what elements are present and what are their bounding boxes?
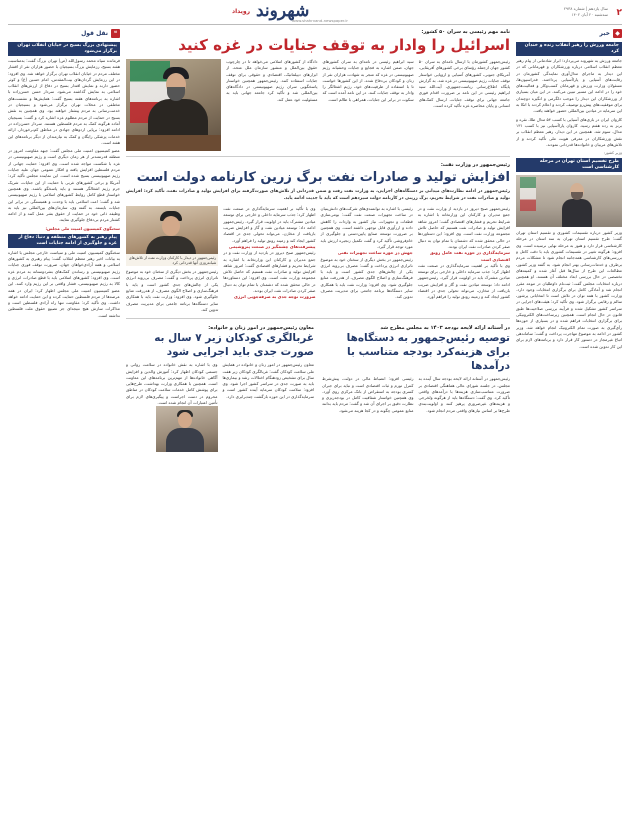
right-column bbox=[516, 28, 622, 812]
vice-president-photo bbox=[156, 406, 218, 452]
oil-story-col-1b: وی با تأکید بر اهمیت سرمایه‌گذاری در صنعت نفت اظهار کرد: جذب سرمایه داخلی و خارجی برای توسعه میادین مشترک باید در اولویت قرار گیرد. رئیس‌جمهور ادامه داد: توسعه میادین نفت و گاز و افزایش ضریب بازیافت از مخازن، می‌تواند تحولی جدی در اقتصاد کشور ایجاد کند و زمینه رونق تولید را فراهم آورد. bbox=[417, 262, 510, 300]
quote-section-label: نقل قول bbox=[81, 30, 108, 37]
budget-story bbox=[322, 324, 510, 452]
issue-line: سال یازدهم | شماره ۲۹۳۸ bbox=[563, 6, 608, 11]
right-headline-2: طرح تقسیم استان تهران در مرحله کارشناسی است bbox=[516, 158, 622, 172]
issue-info bbox=[564, 6, 608, 18]
left-text-1: فرمانده سپاه محمد رسول‌الله (ص) تهران بزرگ گفت: به‌مناسبت هفته بسیج، رزمایش بزرگ بسیجیان با حضور هزاران نفر از اقشار مختلف مردم در خیابان انقلاب تهران برگزار خواهد شد. وی افزود: در این رزمایش گردان‌های بیت‌المقدس، امام حسین (ع) و کوثر حضور دارند و نمایش اقتدار بسیج در دفاع از ارزش‌های انقلاب اسلامی به نمایش گذاشته می‌شود. سردار حسن حسن‌زاده با اشاره به برنامه‌های هفته بسیج گفت: همایش‌ها و نشست‌های مختلفی در محلات تهران برگزار می‌شود و بسیجیان در خدمت‌رسانی به مردم پیشتاز خواهند بود. وی همچنین به نقش بسیج در حمایت از مردم مظلوم غزه اشاره کرد و گفت: بسیجیان آماده هرگونه کمک به مردم فلسطین هستند. سردار حسن‌زاده در ادامه افزود: برپایی اردوهای جهادی در مناطق کم‌برخوردار، ارائه خدمات پزشکی رایگان و کمک به نیازمندان از دیگر برنامه‌های این هفته است. bbox=[8, 58, 120, 145]
top-story bbox=[126, 29, 510, 151]
oil-story bbox=[126, 162, 510, 313]
children-story-col-2: وی با اشاره به نقش خانواده در سلامت روانی و جسمی کودکان اظهار کرد: آموزش والدین و افزایش آگاهی خانواده‌ها از مهم‌ترین برنامه‌های این معاونت است. همچنین با همکاری وزارت بهداشت، طرح‌هایی برای پوشش کامل خدمات سلامت کودکان در مناطق محروم در دست اجراست و پیگیری‌های لازم برای تأمین اعتبارات آن انجام شده است. bbox=[126, 362, 218, 406]
oil-story-col-3: وی با تأکید بر اهمیت سرمایه‌گذاری در صنعت نفت اظهار کرد: جذب سرمایه داخلی و خارجی برای توسعه میادین مشترک باید در اولویت قرار گیرد. رئیس‌جمهور ادامه داد: توسعه میادین نفت و گاز و افزایش ضریب بازیافت از مخازن، می‌تواند تحولی جدی در اقتصاد کشور ایجاد کند و زمینه رونق تولید را فراهم آورد. bbox=[223, 206, 316, 243]
children-story-headline: غربالگری کودکان زیر ۷ سال به صورت جدی باید اجرایی شود bbox=[154, 332, 314, 359]
children-story bbox=[126, 324, 314, 452]
left-headline-2: پیام رهبر به کشورهای منطقه و دنیا: دفاع از غزه و جلوگیری از ادامه جنایات است bbox=[8, 234, 120, 248]
budget-story-kicker: در آستانه ارائه لایحه بودجه ۱۴۰۳ به مجلس مطرح شد bbox=[380, 325, 510, 332]
oil-story-col-2: رئیسی با اشاره به توانمندی‌های شرکت‌های دانش‌بنیان در ساخت تجهیزات صنعت نفت گفت: بومی‌سازی قطعات و تجهیزات، نیاز کشور به واردات را کاهش داده و ارزآوری قابل توجهی داشته است. وی همچنین بر ضرورت توسعه صنایع پایین‌دستی و جلوگیری از خام‌فروشی تأکید کرد و گفت تکمیل زنجیره ارزش باید مورد توجه قرار گیرد. bbox=[320, 206, 413, 249]
top-story-col-2: سید ابراهیم رئیسی در نامه‌ای به سران کشورهای جهان، ضمن اشاره به فجایع و جنایات وحشیانه رژیم صهیونیستی در غزه که منجر به شهادت هزاران نفر از زنان و کودکان بی‌دفاع شده، از این کشورها خواست تا با استفاده از ظرفیت‌های خود، رژیم اشغالگر را وادار به توقف جنایات کنند. در این نامه آمده است که سکوت در برابر این جنایات، همراهی با ظالم است. bbox=[322, 59, 414, 102]
oil-story-col-3b: رئیس‌جمهور صبح دیروز در بازدید از وزارت نفت و در جمع مدیران و کارکنان این وزارتخانه با اشاره به شرایط تحریم و فشارهای اقتصادی گفت: امروز شاهد افزایش تولید و صادرات نفت هستیم که حاصل تلاش مجموعه وزارت نفت است. وی افزود: این دستاوردها در حالی محقق شده که دشمنان با تمام توان به دنبال صفر کردن صادرات نفت ایران بودند. bbox=[223, 250, 316, 294]
section-divider bbox=[126, 156, 510, 157]
budget-story-headline: توصیه رئیس‌جمهور به دستگاه‌ها برای هزینه‌کرد بودجه متناسب با درآمدها bbox=[346, 332, 510, 373]
main-column bbox=[126, 28, 510, 812]
header-divider bbox=[8, 24, 622, 25]
logo-prefix: رویداد bbox=[232, 8, 251, 15]
top-story-col-3: دادگاه از کشورهای اسلامی می‌خواهد تا در چارچوب حقوق بین‌الملل و منشور سازمان ملل متحد، از ابزارهای دیپلماتیک، اقتصادی و حقوقی برای توقف جنایات استفاده کنند. رئیس‌جمهور همچنین خواستار پاسخگویی سران رژیم صهیونیستی در دادگاه‌های بین‌المللی شد و تأکید کرد جامعه جهانی باید به مسئولیت خود عمل کند. bbox=[226, 59, 318, 102]
president-writing-photo bbox=[126, 59, 221, 151]
logo-url: www.shahrvand-newspaper.ir bbox=[292, 18, 348, 23]
news-section-tab bbox=[516, 28, 622, 39]
left-column bbox=[8, 28, 120, 812]
section-divider-2 bbox=[126, 318, 510, 319]
oil-story-col-2b: رئیس‌جمهور در بخش دیگری از سخنان خود به موضوع ناترازی انرژی پرداخت و گفت: مصرف بی‌رویه انرژی یکی از چالش‌های جدی کشور است و باید با فرهنگ‌سازی و اصلاح الگوی مصرف، از هدررفت منابع جلوگیری شود. وی افزود: وزارت نفت باید با همکاری سایر دستگاه‌ها برنامه جامعی برای مدیریت مصرف تدوین کند. bbox=[320, 256, 413, 300]
oil-subhead-2: جهش در حوزه ساخت تجهیزات نفتی bbox=[337, 250, 413, 256]
oil-subhead-3: پیشرفت‌های چشمگیر در صنعت پتروشیمی bbox=[228, 243, 316, 249]
news-section-label: خبر bbox=[599, 30, 610, 37]
oil-ministry-photo bbox=[126, 206, 218, 266]
oil-subhead-1: سرمایه‌گذاری در حوزه نفت عامل رونق اقتصادی است bbox=[429, 250, 510, 262]
quote-icon: ❝ bbox=[111, 29, 120, 38]
right-source: وزیر کشور: bbox=[603, 150, 622, 156]
oil-photo-caption: رئیس‌جمهور در دیدار با کارکنان وزارت نفت از تلاش‌های شبانه‌روزی آنها قدردانی کرد bbox=[126, 254, 218, 266]
oil-story-col-4: رئیس‌جمهور در بخش دیگری از سخنان خود به موضوع ناترازی انرژی پرداخت و گفت: مصرف بی‌رویه انرژی یکی از چالش‌های جدی کشور است و باید با فرهنگ‌سازی و اصلاح الگوی مصرف، از هدررفت منابع جلوگیری شود. وی افزود: وزارت نفت باید با همکاری سایر دستگاه‌ها برنامه جامعی برای مدیریت مصرف تدوین کند. bbox=[126, 269, 219, 312]
right-text-1: جامعه ورزش به شهروند می‌پردازد؛ ابراز شادمانی از پیام رهبر معظم انقلاب اسلامی درباره ورزشکاران و قهرمانانی که در این دیدار به ماجرای مدال‌آوری نمایندگی کشورمان در رقابت‌های آسیایی و پاراآسیایی پرداختند. فدراسیون‌ها، مسئولان وزارت ورزش و قهرمانان کسب‌وکار و فعالیت‌های خود را در ادامه این مسیر تبیین می‌کنند. در این میان بسیاری از ورزشکاران این دیدار را موجب دلگرمی و انگیزه دوچندان برای موفقیت‌های پیش‌رو توصیف کردند و اعلام کردند با اتکا به این سرمایه در میادین بین‌المللی حضور خواهند یافت. bbox=[516, 58, 622, 114]
page-header bbox=[0, 0, 630, 26]
children-story-col-1: معاون رئیس‌جمهور در امور زنان و خانواده در همایش ملی سلامت کودکان گفت: غربالگری کودکان زیر هفت سال برای تشخیص زودهنگام اختلالات رشد و بیماری‌ها باید به صورت جدی در سراسر کشور اجرا شود. وی افزود: سلامت کودکان سرمایه آینده کشور است و سرمایه‌گذاری در این حوزه بازگشت چندبرابری دارد. bbox=[222, 362, 314, 399]
oil-story-lead: رئیس‌جمهور در ادامه نظارت‌های میدانی بر دستگاه‌های اجرایی، به وزارت نفت رفت و ضمن قدردانی از تلاش‌های صورت‌گرفته برای افزایش تولید و صادرات نفت، تأکید کرد: افزایش تولید و صادرات نفت در شرایط تحریم، برگ زرینی در کارنامه دولت سیزدهم است که باید با جدیت ادامه یابد. bbox=[126, 189, 510, 201]
page-number: ۲ bbox=[616, 8, 622, 18]
news-icon: ◆ bbox=[613, 29, 622, 38]
top-story-col-1: رئیس‌جمهور کشورمان با ارسال نامه‌ای به سران ۵۰ کشور جهان ازجمله رؤسای برخی کشورهای آفریقایی، آمریکای جنوبی، کشورهای آسیایی و اروپایی خواستار توقف جنایات رژیم صهیونیستی در غزه شد. به گزارش پایگاه اطلاع‌رسانی ریاست‌جمهوری، آیت‌الله سید ابراهیم رئیسی در این نامه بر ضرورت اقدام فوری جامعه جهانی برای توقف جنایات، ارسال کمک‌های انسانی و پایان محاصره غزه تأکید کرده است. bbox=[418, 59, 510, 109]
oil-story-kicker: رئیس‌جمهور در وزارت نفت: bbox=[440, 162, 510, 168]
top-story-kicker: نامه مهم رئیسی به سران ۵۰ کشور: bbox=[421, 29, 510, 35]
logo-main: شهروند bbox=[256, 1, 310, 21]
budget-story-col-2: رئیسی افزود: انضباط مالی در دولت، پیش‌شرط کنترل تورم و ثبات اقتصادی است و نباید برای جبران کسری بودجه به استقراض از بانک مرکزی روی آورد. وی همچنین خواستار شفافیت کامل در بودجه‌ریزی و نظارت دقیق بر اجرای آن شد و گفت: مردم باید بدانند منابع عمومی چگونه و در کجا هزینه می‌شود. bbox=[322, 376, 414, 413]
quote-section-tab bbox=[8, 28, 120, 39]
oil-subhead-4: ضرورت توجه جدی به صرفه‌جویی انرژی bbox=[233, 294, 316, 300]
right-text-3: وزیر کشور درباره تقسیمات کشوری و تقسیم استان تهران گفت: طرح تقسیم استان تهران به سه استان در مرحله کارشناسی قرار دارد و هنوز به مرحله نهایی نرسیده است. وی افزود: هرگونه تغییر در تقسیمات کشوری باید با دقت کامل و بررسی‌های کارشناسی همه‌جانبه انجام شود تا مشکلات مردم برطرف و خدمات‌رسانی بهتر انجام شود. به گفته وزیر کشور، مطالعات این طرح از سال‌ها قبل آغاز شده و کمیته‌های تخصصی در حال بررسی ابعاد مختلف آن هستند. او همچنین درباره انتخابات مجلس گفت: ثبت‌نام داوطلبان در موعد مقرر انجام شد و آمادگی کامل برای برگزاری انتخابات وجود دارد. وزارت کشور با همه توان در تلاش است تا انتخاباتی پرشور، سالم و رقابتی برگزار شود. وی تأکید کرد: هیئت‌های اجرایی در سراسر کشور تشکیل شده و فرآیند بررسی صلاحیت‌ها طبق قانون در حال انجام است. همچنین زیرساخت‌های الکترونیکی برای برگزاری انتخابات فراهم شده و در بسیاری از حوزه‌ها رأی‌گیری به صورت تمام الکترونیک انجام خواهد شد. وزیر کشور در ادامه به موضوع مهاجرت پرداخت و گفت: ساماندهی اتباع غیرمجاز در دستور کار قرار دارد و برنامه‌های لازم برای این کار تدوین شده است. bbox=[516, 230, 622, 349]
top-story-headline: اسرائیل را وادار به توقف جنایات در غزه کنید bbox=[178, 36, 510, 54]
left-headline-1: پیشنهادی بزرگ بسیج در خیابان انقلاب تهران برگزار می‌شود bbox=[8, 42, 120, 56]
bottom-stories bbox=[126, 324, 510, 452]
oil-story-headline: افزایش تولید و صادرات نفت برگ زرین کارنامه دولت است bbox=[136, 170, 510, 185]
children-story-kicker: معاون رئیس‌جمهور در امور زنان و خانواده: bbox=[208, 325, 314, 332]
right-headline-1: جامعه ورزش را رهبر انقلاب زنده و خندان کرد bbox=[516, 42, 622, 56]
newspaper-logo bbox=[232, 1, 392, 23]
oil-story-col-1: رئیس‌جمهور صبح دیروز در بازدید از وزارت نفت و در جمع مدیران و کارکنان این وزارتخانه با اشاره به شرایط تحریم و فشارهای اقتصادی گفت: امروز شاهد افزایش تولید و صادرات نفت هستیم که حاصل تلاش مجموعه وزارت نفت است. وی افزود: این دستاوردها در حالی محقق شده که دشمنان با تمام توان به دنبال صفر کردن صادرات نفت ایران بودند. bbox=[417, 206, 510, 249]
budget-story-col-1: رئیس‌جمهور در آستانه ارائه لایحه بودجه سال آینده به مجلس، در جلسه شورای عالی هماهنگی اقتصادی بر ضرورت متناسب‌سازی هزینه‌ها با درآمدهای واقعی تأکید کرد. وی گفت: دستگاه‌ها باید از هرگونه ولخرجی و هزینه‌های غیرضروری پرهیز کنند و اولویت‌بندی طرح‌ها بر اساس نیازهای واقعی مردم انجام شود. bbox=[418, 376, 510, 413]
right-text-2: کاروان ایران در بازی‌های آسیایی با کسب ۵۴ مدال طلا، نقره و برنز به رده هفتم رسید. کاروان پاراآسیایی نیز با کسب ۱۳۱ مدال، سوم شد. همچنین در این دیدار، رهبر معظم انقلاب بر نقش ورزشکاران در معرفی هویت ملی تأکید کردند و از تلاش‌های مربیان و خانواده‌ها قدردانی نمودند. bbox=[516, 116, 622, 147]
date-line: سه‌شنبه ۲۰ آبان ۱۴۰۲ bbox=[571, 12, 608, 17]
left-text-2: عضو کمیسیون امنیت ملی مجلس گفت: جبهه مقاومت امروز در منطقه قدرتمندتر از هر زمان دیگری است و رژیم صهیونیستی در غزه با شکست مواجه شده است. وی افزود: حمایت جهانی از مردم فلسطین افزایش یافته و افکار عمومی جهان علیه جنایات رژیم صهیونیستی بسیج شده است. این نماینده مجلس تأکید کرد: آمریکا و برخی کشورهای غربی با حمایت از این جنایات، شریک جرم رژیم اشغالگر هستند و باید پاسخگو باشند. وی همچنین خواستار قطع کامل روابط کشورهای اسلامی با رژیم صهیونیستی شد و گفت: امت اسلامی باید با وحدت و همبستگی در برابر این جنایات بایستد. به گفته وی، سازمان‌های بین‌المللی نیز باید به وظیفه ذاتی خود در حمایت از حقوق بشر عمل کنند و از ادامه کشتار مردم بی‌دفاع جلوگیری نمایند. bbox=[8, 148, 120, 223]
left-text-3: سخنگوی کمیسیون امنیت ملی و سیاست خارجی مجلس با اشاره به بیانات اخیر رهبر معظم انقلاب گفت: پیام رهبری به کشورهای اسلامی و همه آزادی‌خواهان جهان، ضرورت توقف فوری جنایات رژیم صهیونیستی و رساندن کمک‌های بشردوستانه به مردم غزه است. وی افزود: کشورهای اسلامی باید با قطع صادرات انرژی و کالا به رژیم صهیونیستی، فشار واقعی بر این رژیم وارد کنند. این عضو کمیسیون امنیت ملی مجلس اظهار کرد: ایران در همه عرصه‌ها از مردم فلسطین حمایت کرده و این حمایت ادامه خواهد داشت. وی تأکید کرد: مقاومت تنها راه آزادی فلسطین است و مذاکرات سازش هیچ نتیجه‌ای جز تضییع حقوق ملت فلسطین نداشته است. bbox=[8, 249, 120, 318]
interior-minister-photo bbox=[516, 175, 622, 227]
left-source: سخنگوی کمیسیون امنیت ملی مجلس: bbox=[45, 225, 120, 231]
